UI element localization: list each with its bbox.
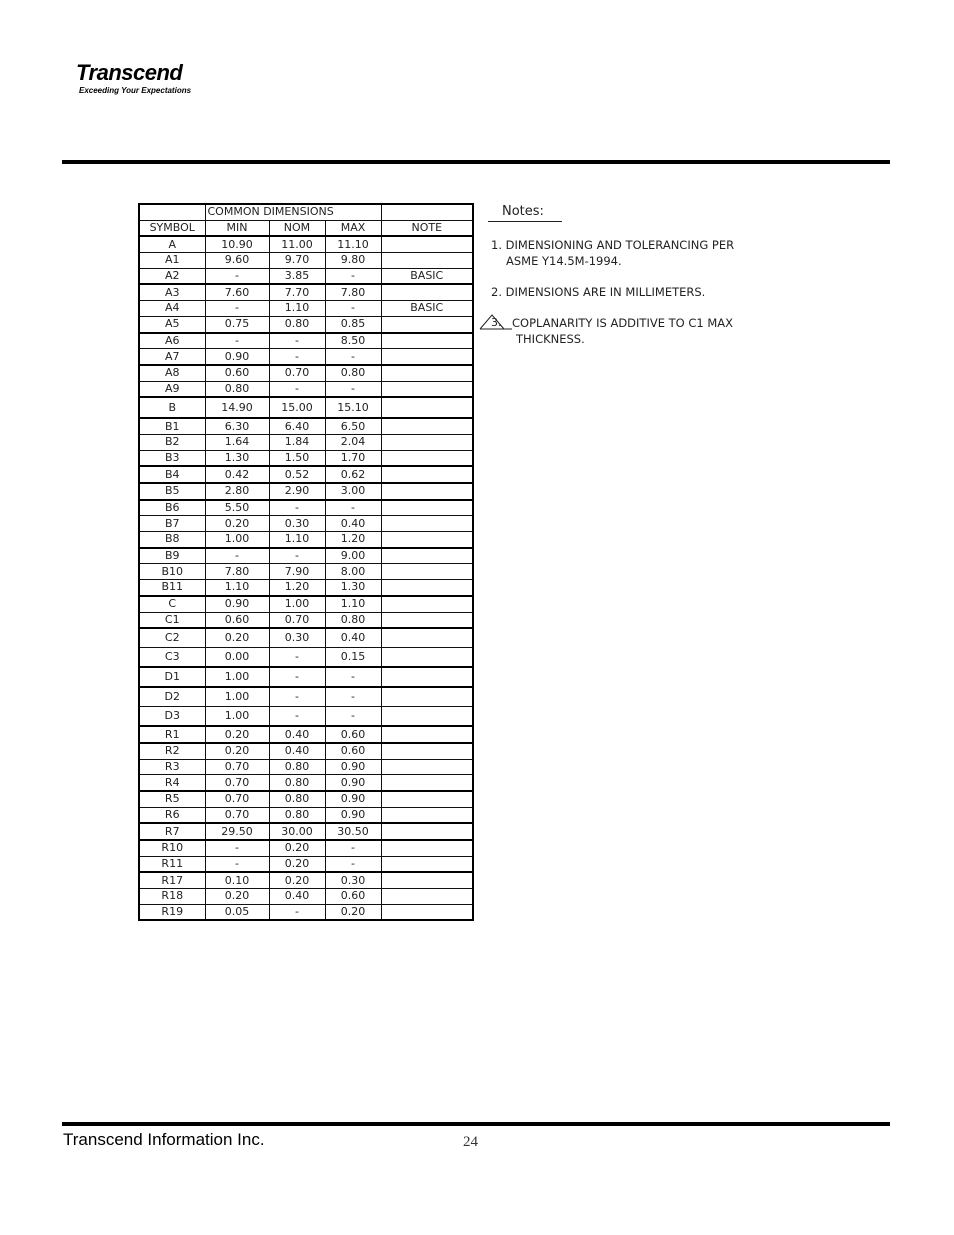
symbol-cell: A8 [139,365,205,381]
symbol-cell: R18 [139,889,205,905]
table-row [139,365,473,381]
min-cell: 0.60 [205,365,269,381]
note-cell [381,253,473,269]
symbol-cell: A6 [139,333,205,349]
table-row [139,483,473,500]
nom-cell: 1.00 [269,596,325,612]
table-row [139,268,473,284]
transcend-logo [76,60,216,100]
nom-cell: 15.00 [269,397,325,418]
max-cell: - [325,707,381,727]
max-cell: 1.20 [325,532,381,548]
max-cell: 8.00 [325,564,381,580]
max-column-header: MAX [325,220,381,236]
symbol-cell: B6 [139,500,205,516]
min-cell: 0.20 [205,516,269,532]
min-cell: 1.30 [205,450,269,466]
symbol-cell: A3 [139,284,205,300]
min-cell: 0.80 [205,381,269,397]
table-row [139,889,473,905]
nom-cell: - [269,381,325,397]
note-cell [381,791,473,807]
min-cell: 6.30 [205,418,269,434]
max-cell: - [325,840,381,856]
symbol-cell: B2 [139,434,205,450]
table-row [139,904,473,920]
nom-cell: 1.10 [269,301,325,317]
note-cell [381,726,473,743]
nom-cell: 0.70 [269,365,325,381]
table-row [139,612,473,628]
max-cell: 0.60 [325,743,381,759]
max-cell: 0.15 [325,648,381,668]
note-cell [381,628,473,648]
table-row [139,236,473,252]
symbol-cell: R6 [139,807,205,823]
symbol-cell: A [139,236,205,252]
nom-cell: 0.80 [269,791,325,807]
note-cell [381,856,473,872]
symbol-cell: R19 [139,904,205,920]
header-blank-note-cell [381,204,473,220]
min-cell: 0.70 [205,775,269,791]
symbol-cell: R7 [139,823,205,840]
min-cell: - [205,301,269,317]
min-cell: 0.70 [205,759,269,775]
min-cell: 1.00 [205,667,269,687]
max-cell: 0.80 [325,365,381,381]
symbol-cell: B9 [139,548,205,564]
table-row [139,823,473,840]
nom-cell: 0.80 [269,807,325,823]
table-row [139,648,473,668]
symbol-cell: A1 [139,253,205,269]
table-row [139,349,473,365]
table-row [139,564,473,580]
note-3 [478,315,733,347]
header-blank-cell [139,204,205,220]
min-cell: - [205,268,269,284]
nom-cell: 0.30 [269,516,325,532]
note-cell [381,500,473,516]
nom-cell: 0.20 [269,856,325,872]
symbol-cell: B8 [139,532,205,548]
note-cell [381,365,473,381]
min-cell: 0.05 [205,904,269,920]
max-cell: 1.10 [325,596,381,612]
max-cell: - [325,500,381,516]
min-cell: 7.80 [205,564,269,580]
nom-cell: - [269,333,325,349]
symbol-cell: B3 [139,450,205,466]
nom-cell: 0.52 [269,466,325,483]
note-cell [381,516,473,532]
nom-cell: 11.00 [269,236,325,252]
nom-cell: 9.70 [269,253,325,269]
max-cell: 7.80 [325,284,381,300]
note-2 [491,284,705,300]
max-cell: 1.70 [325,450,381,466]
nom-cell: - [269,687,325,707]
note-cell [381,667,473,687]
min-cell: 0.00 [205,648,269,668]
nom-cell: - [269,500,325,516]
max-cell: 0.90 [325,759,381,775]
max-cell: 1.30 [325,580,381,596]
table-row [139,759,473,775]
note-cell: BASIC [381,268,473,284]
symbol-cell: A7 [139,349,205,365]
symbol-cell: D1 [139,667,205,687]
note-cell [381,564,473,580]
symbol-cell: A2 [139,268,205,284]
note-cell [381,532,473,548]
nom-cell: 0.70 [269,612,325,628]
min-cell: - [205,548,269,564]
max-cell: 0.62 [325,466,381,483]
symbol-cell: R5 [139,791,205,807]
symbol-cell: B4 [139,466,205,483]
nom-cell: - [269,648,325,668]
min-cell: 9.60 [205,253,269,269]
note-cell [381,823,473,840]
note-cell [381,483,473,500]
symbol-cell: B [139,397,205,418]
max-cell: 0.60 [325,889,381,905]
footer-company-name: Transcend Information Inc. [63,1130,265,1149]
nom-column-header: NOM [269,220,325,236]
max-cell: 0.30 [325,872,381,888]
note-1 [491,237,734,269]
table-row [139,434,473,450]
min-cell: 0.20 [205,743,269,759]
symbol-cell: R3 [139,759,205,775]
note-cell [381,759,473,775]
max-cell: 0.85 [325,316,381,332]
max-cell: - [325,301,381,317]
nom-cell: - [269,548,325,564]
nom-cell: 0.40 [269,743,325,759]
common-dimensions-header: COMMON DIMENSIONS [205,204,381,220]
min-cell: 0.20 [205,889,269,905]
note-cell [381,236,473,252]
nom-cell: - [269,707,325,727]
table-row [139,450,473,466]
max-cell: 0.90 [325,775,381,791]
note-1-line-1: 1. DIMENSIONING AND TOLERANCING PER [491,238,735,252]
note-cell [381,872,473,888]
table-row [139,381,473,397]
min-cell: 5.50 [205,500,269,516]
notes-title: Notes: [488,203,562,222]
min-cell: 1.00 [205,532,269,548]
nom-cell: 1.10 [269,532,325,548]
max-cell: - [325,687,381,707]
nom-cell: 0.40 [269,726,325,743]
symbol-cell: C3 [139,648,205,668]
min-cell: 10.90 [205,236,269,252]
max-cell: 8.50 [325,333,381,349]
table-row [139,791,473,807]
max-cell: - [325,667,381,687]
note-cell [381,775,473,791]
symbol-cell: B11 [139,580,205,596]
note-cell [381,743,473,759]
logo-wordmark: Transcend [76,60,183,85]
note-cell [381,284,473,300]
table-row [139,872,473,888]
min-cell: 0.20 [205,628,269,648]
nom-cell: 1.84 [269,434,325,450]
symbol-cell: A5 [139,316,205,332]
symbol-cell: R1 [139,726,205,743]
min-cell: 29.50 [205,823,269,840]
note-cell [381,904,473,920]
note-cell [381,397,473,418]
note-3-marker: 3. [491,316,502,329]
note-cell [381,807,473,823]
min-cell: - [205,856,269,872]
min-cell: 0.20 [205,726,269,743]
min-cell: 14.90 [205,397,269,418]
table-header-row [139,204,473,220]
note-cell: BASIC [381,301,473,317]
max-cell: 0.80 [325,612,381,628]
max-cell: 30.50 [325,823,381,840]
footer-divider [62,1122,890,1126]
nom-cell: 6.40 [269,418,325,434]
max-cell: 9.80 [325,253,381,269]
symbol-cell: R10 [139,840,205,856]
note-1-line-2: ASME Y14.5M-1994. [506,254,622,268]
table-row [139,532,473,548]
table-row [139,333,473,349]
triangle-flag-icon [478,315,512,331]
table-row [139,856,473,872]
max-cell: 0.20 [325,904,381,920]
table-row [139,807,473,823]
table-row [139,548,473,564]
max-cell: 3.00 [325,483,381,500]
table-row [139,775,473,791]
note-cell [381,381,473,397]
note-cell [381,333,473,349]
note-cell [381,612,473,628]
symbol-cell: A9 [139,381,205,397]
max-cell: - [325,381,381,397]
note-cell [381,349,473,365]
min-cell: 0.42 [205,466,269,483]
nom-cell: 0.20 [269,840,325,856]
note-cell [381,450,473,466]
table-row [139,316,473,332]
table-row [139,628,473,648]
table-column-header-row [139,220,473,236]
table-row [139,726,473,743]
note-cell [381,648,473,668]
note-cell [381,548,473,564]
min-cell: 0.90 [205,349,269,365]
max-cell: 11.10 [325,236,381,252]
min-cell: 2.80 [205,483,269,500]
note-cell [381,434,473,450]
note-cell [381,596,473,612]
table-row [139,284,473,300]
min-cell: 1.10 [205,580,269,596]
symbol-cell: C2 [139,628,205,648]
max-cell: 0.90 [325,807,381,823]
min-cell: 1.00 [205,707,269,727]
symbol-column-header: SYMBOL [139,220,205,236]
nom-cell: 0.80 [269,759,325,775]
min-cell: 1.64 [205,434,269,450]
max-cell: 0.40 [325,516,381,532]
table-row [139,418,473,434]
min-column-header: MIN [205,220,269,236]
symbol-cell: R17 [139,872,205,888]
min-cell: 0.10 [205,872,269,888]
max-cell: 15.10 [325,397,381,418]
nom-cell: 0.30 [269,628,325,648]
nom-cell: 7.70 [269,284,325,300]
max-cell: 0.90 [325,791,381,807]
symbol-cell: B1 [139,418,205,434]
min-cell: 0.60 [205,612,269,628]
nom-cell: 0.20 [269,872,325,888]
note-2-text: 2. DIMENSIONS ARE IN MILLIMETERS. [491,285,706,299]
nom-cell: 0.80 [269,775,325,791]
note-cell [381,580,473,596]
logo-tagline: Exceeding Your Expectations [79,86,192,95]
table-row [139,596,473,612]
max-cell: 0.40 [325,628,381,648]
note-3-line-1: COPLANARITY IS ADDITIVE TO C1 MAX [512,316,734,330]
nom-cell: 0.80 [269,316,325,332]
min-cell: 0.70 [205,807,269,823]
table-row [139,580,473,596]
symbol-cell: R4 [139,775,205,791]
symbol-cell: B5 [139,483,205,500]
note-cell [381,840,473,856]
min-cell: 1.00 [205,687,269,707]
symbol-cell: D2 [139,687,205,707]
nom-cell: 1.20 [269,580,325,596]
table-row [139,743,473,759]
symbol-cell: A4 [139,301,205,317]
symbol-cell: C1 [139,612,205,628]
nom-cell: - [269,349,325,365]
nom-cell: 1.50 [269,450,325,466]
max-cell: - [325,268,381,284]
symbol-cell: B10 [139,564,205,580]
table-row [139,397,473,418]
page-number: 24 [463,1134,478,1150]
nom-cell: - [269,904,325,920]
table-row [139,253,473,269]
max-cell: - [325,856,381,872]
min-cell: - [205,840,269,856]
symbol-cell: C [139,596,205,612]
min-cell: 7.60 [205,284,269,300]
dimensions-table [138,203,474,921]
max-cell: 9.00 [325,548,381,564]
table-row [139,840,473,856]
max-cell: - [325,349,381,365]
table-row [139,301,473,317]
symbol-cell: R11 [139,856,205,872]
min-cell: 0.75 [205,316,269,332]
table-row [139,500,473,516]
nom-cell: 0.40 [269,889,325,905]
note-cell [381,889,473,905]
header-divider [62,160,890,164]
note-cell [381,707,473,727]
nom-cell: 7.90 [269,564,325,580]
min-cell: 0.90 [205,596,269,612]
table-row [139,687,473,707]
min-cell: 0.70 [205,791,269,807]
nom-cell: 2.90 [269,483,325,500]
note-cell [381,316,473,332]
max-cell: 6.50 [325,418,381,434]
symbol-cell: R2 [139,743,205,759]
max-cell: 0.60 [325,726,381,743]
dimensions-table-body [139,204,473,920]
note-column-header: NOTE [381,220,473,236]
table-row [139,707,473,727]
note-cell [381,418,473,434]
table-row [139,466,473,483]
symbol-cell: B7 [139,516,205,532]
nom-cell: - [269,667,325,687]
note-cell [381,687,473,707]
nom-cell: 3.85 [269,268,325,284]
note-3-line-2: THICKNESS. [516,332,585,346]
note-cell [381,466,473,483]
max-cell: 2.04 [325,434,381,450]
min-cell: - [205,333,269,349]
symbol-cell: D3 [139,707,205,727]
nom-cell: 30.00 [269,823,325,840]
table-row [139,516,473,532]
table-row [139,667,473,687]
